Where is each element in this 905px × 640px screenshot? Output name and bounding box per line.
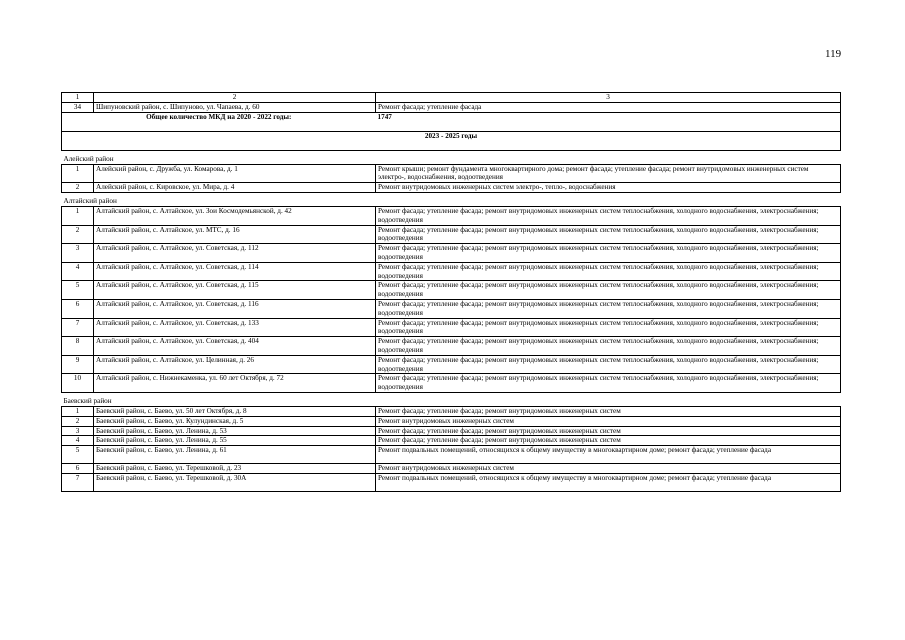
row-number: 7 <box>62 318 94 337</box>
row-work: Ремонт фасада; утепление фасада; ремонт внутридомовых инженерных систем теплоснабжения, холодного водоснабжения, электроснабжения; водоотведения <box>376 206 841 225</box>
row-work: Ремонт фасада; утепление фасада; ремонт внутридомовых инженерных систем теплоснабжения, холодного водоснабжения, электроснабжения; водоотведения <box>376 244 841 263</box>
row-work: Ремонт фасада; утепление фасада; ремонт внутридомовых инженерных систем теплоснабжения, холодного водоснабжения, электроснабжения; водоотведения <box>376 374 841 393</box>
row-address: Алтайский район, с. Алтайское, ул. Зои Космодемьянской, д. 42 <box>94 206 376 225</box>
row-address: Алтайский район, с. Алтайское, ул. Советская, д. 112 <box>94 244 376 263</box>
total-value: 1747 <box>376 112 841 131</box>
table-row <box>62 446 841 464</box>
row-work: Ремонт крыши; ремонт фундамента многоквартирного дома; ремонт фасада; утепление фасада; ремонт внутридомовых инженерных систем электро-, водоснабжения, водоотведения <box>376 164 841 183</box>
row-number: 4 <box>62 436 94 446</box>
table-row <box>62 416 841 426</box>
column-number-row <box>62 93 841 103</box>
table-row <box>62 281 841 300</box>
row-number: 2 <box>62 225 94 244</box>
row-number: 3 <box>62 244 94 263</box>
row-number: 1 <box>62 406 94 416</box>
row-number: 5 <box>62 281 94 300</box>
page-number: 119 <box>825 48 842 60</box>
row-number: 34 <box>62 102 94 112</box>
row-address: Алейский район, с. Дружба, ул. Комарова, д. 1 <box>94 164 376 183</box>
row-work: Ремонт фасада; утепление фасада; ремонт внутридомовых инженерных систем теплоснабжения, холодного водоснабжения, электроснабжения; водоотведения <box>376 355 841 374</box>
row-number: 8 <box>62 337 94 356</box>
repair-program-table <box>61 92 841 492</box>
table-row <box>62 374 841 393</box>
table-row <box>62 183 841 193</box>
row-work: Ремонт фасада; утепление фасада; ремонт внутридомовых инженерных систем теплоснабжения, холодного водоснабжения, электроснабжения; водоотведения <box>376 337 841 356</box>
district-row <box>62 192 841 206</box>
row-work: Ремонт фасада; утепление фасада; ремонт внутридомовых инженерных систем <box>376 436 841 446</box>
row-number: 7 <box>62 473 94 491</box>
row-number: 9 <box>62 355 94 374</box>
table-row <box>62 318 841 337</box>
table-row <box>62 206 841 225</box>
row-number: 5 <box>62 446 94 464</box>
row-number: 1 <box>62 206 94 225</box>
table-row <box>62 164 841 183</box>
row-number: 1 <box>62 164 94 183</box>
row-address: Алтайский район, с. Алтайское, ул. Целинная, д. 26 <box>94 355 376 374</box>
row-number: 4 <box>62 262 94 281</box>
table-row <box>62 473 841 491</box>
table-row <box>62 464 841 474</box>
row-number: 6 <box>62 299 94 318</box>
table-row <box>62 337 841 356</box>
column-number-3: 3 <box>376 93 841 103</box>
total-label: Общее количество МКД на 2020 - 2022 годы: <box>62 112 376 131</box>
table-row <box>62 436 841 446</box>
row-number: 3 <box>62 426 94 436</box>
row-work: Ремонт фасада; утепление фасада; ремонт внутридомовых инженерных систем <box>376 406 841 416</box>
row-work: Ремонт фасада; утепление фасада; ремонт внутридомовых инженерных систем теплоснабжения, холодного водоснабжения, электроснабжения; водоотведения <box>376 318 841 337</box>
row-address: Алейский район, с. Кировское, ул. Мира, д. 4 <box>94 183 376 193</box>
column-number-1: 1 <box>62 93 94 103</box>
table-row <box>62 426 841 436</box>
row-address: Алтайский район, с. Алтайское, ул. Советская, д. 404 <box>94 337 376 356</box>
row-address: Алтайский район, с. Алтайское, ул. МТС, д. 16 <box>94 225 376 244</box>
row-work: Ремонт подвальных помещений, относящихся к общему имуществу в многоквартирном доме; ремонт фасада; утепление фасада <box>376 446 841 464</box>
table-row <box>62 355 841 374</box>
row-number: 2 <box>62 416 94 426</box>
row-work: Ремонт фасада; утепление фасада <box>376 102 841 112</box>
row-address: Шипуновский район, с. Шипуново, ул. Чапаева, д. 60 <box>94 102 376 112</box>
row-work: Ремонт внутридомовых инженерных систем <box>376 464 841 474</box>
district-row <box>62 150 841 164</box>
row-address: Алтайский район, с. Алтайское, ул. Советская, д. 116 <box>94 299 376 318</box>
row-number: 6 <box>62 464 94 474</box>
row-address: Баевский район, с. Баево, ул. Ленина, д. 55 <box>94 436 376 446</box>
row-address: Баевский район, с. Баево, ул. Терешковой, д. 23 <box>94 464 376 474</box>
row-work: Ремонт фасада; утепление фасада; ремонт внутридомовых инженерных систем <box>376 426 841 436</box>
district-name: Баевский район <box>63 397 112 406</box>
row-address: Баевский район, с. Баево, ул. Ленина, д. 61 <box>94 446 376 464</box>
row-number: 10 <box>62 374 94 393</box>
table-row <box>62 225 841 244</box>
district-row <box>62 392 841 406</box>
row-work: Ремонт фасада; утепление фасада; ремонт внутридомовых инженерных систем теплоснабжения, холодного водоснабжения, электроснабжения; водоотведения <box>376 281 841 300</box>
total-row <box>62 112 841 131</box>
row-number: 2 <box>62 183 94 193</box>
table-row <box>62 244 841 263</box>
row-address: Алтайский район, с. Нижнекаменка, ул. 60 лет Октября, д. 72 <box>94 374 376 393</box>
row-work: Ремонт фасада; утепление фасада; ремонт внутридомовых инженерных систем теплоснабжения, холодного водоснабжения, электроснабжения; водоотведения <box>376 225 841 244</box>
table-row <box>62 102 841 112</box>
row-address: Баевский район, с. Баево, ул. Терешковой, д. 30А <box>94 473 376 491</box>
row-work: Ремонт внутридомовых инженерных систем электро-, тепло-, водоснабжения <box>376 183 841 193</box>
row-address: Алтайский район, с. Алтайское, ул. Советская, д. 115 <box>94 281 376 300</box>
table-row <box>62 406 841 416</box>
row-address: Алтайский район, с. Алтайское, ул. Советская, д. 133 <box>94 318 376 337</box>
column-number-2: 2 <box>94 93 376 103</box>
row-address: Баевский район, с. Баево, ул. Кулундинская, д. 5 <box>94 416 376 426</box>
row-address: Баевский район, с. Баево, ул. Ленина, д. 53 <box>94 426 376 436</box>
table-row <box>62 262 841 281</box>
period-row <box>62 131 841 150</box>
table-row <box>62 299 841 318</box>
period-heading: 2023 - 2025 годы <box>62 131 841 150</box>
row-work: Ремонт подвальных помещений, относящихся к общему имуществу в многоквартирном доме; ремонт фасада; утепление фасада <box>376 473 841 491</box>
districts-body <box>62 150 841 491</box>
row-address: Алтайский район, с. Алтайское, ул. Советская, д. 114 <box>94 262 376 281</box>
row-work: Ремонт внутридомовых инженерных систем <box>376 416 841 426</box>
district-name: Алтайский район <box>63 197 117 206</box>
row-work: Ремонт фасада; утепление фасада; ремонт внутридомовых инженерных систем теплоснабжения, холодного водоснабжения, электроснабжения; водоотведения <box>376 262 841 281</box>
district-name: Алейский район <box>63 154 114 163</box>
row-work: Ремонт фасада; утепление фасада; ремонт внутридомовых инженерных систем теплоснабжения, холодного водоснабжения, электроснабжения; водоотведения <box>376 299 841 318</box>
row-address: Баевский район, с. Баево, ул. 50 лет Октября, д. 8 <box>94 406 376 416</box>
